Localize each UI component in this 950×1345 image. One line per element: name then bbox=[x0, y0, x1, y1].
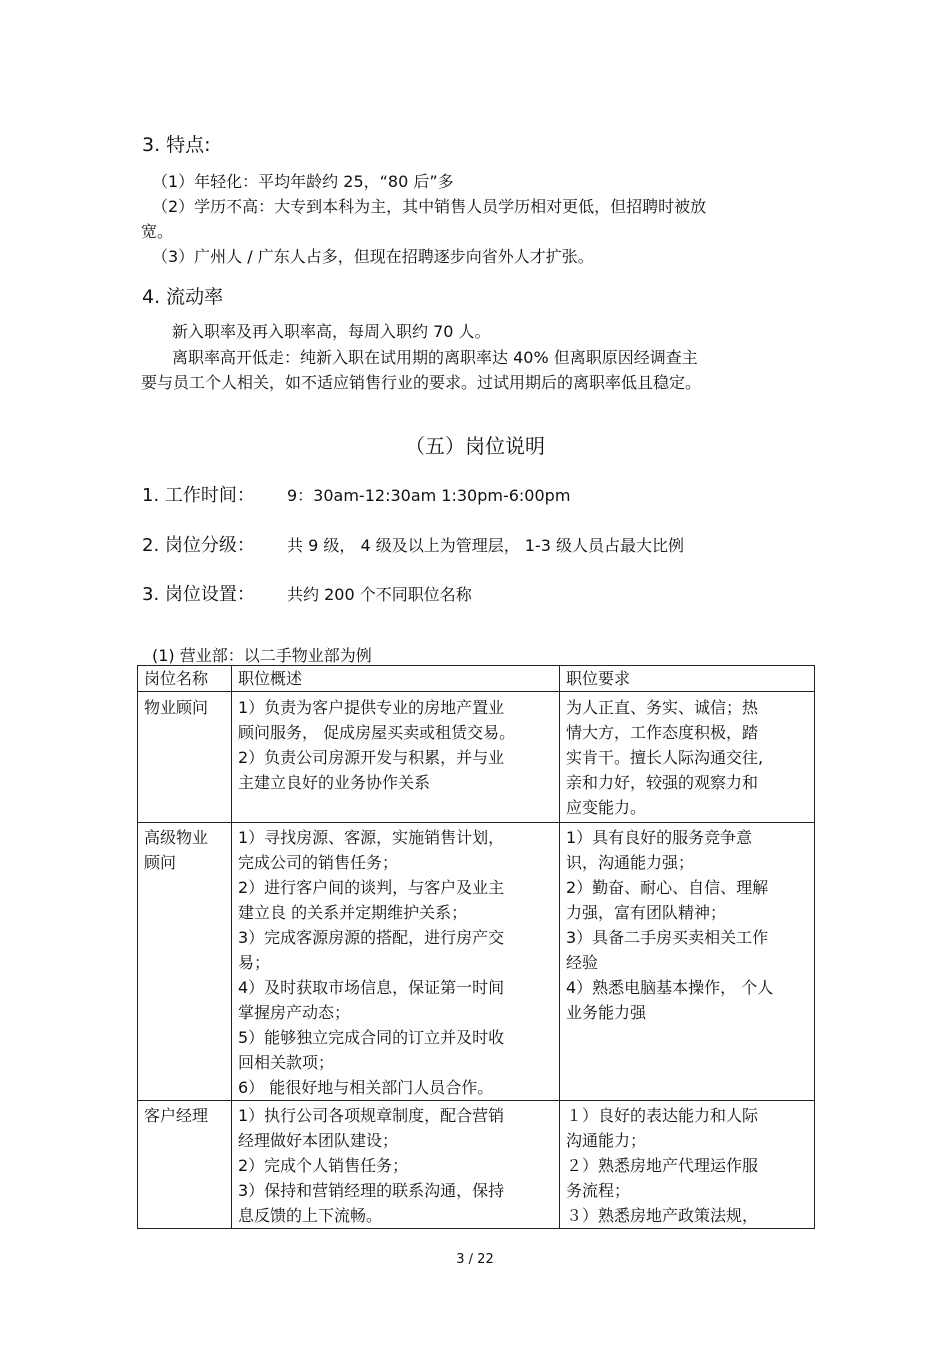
table-header-row bbox=[138, 666, 815, 692]
cell-requirements: １）良好的表达能力和人际 沟通能力； ２）熟悉房地产代理运作服 务流程； ３）熟悉房地产政策法规， bbox=[560, 1101, 815, 1229]
cell-overview: 1）寻找房源、客源，实施销售计划， 完成公司的销售任务； 2）进行客户间的谈判，与客户及业主 建立良 的关系并定期维护关系； 3）完成客源房源的搭配，进行房产交 易； 4）及时获取市场信息，保证第一时间 掌握房产动态； 5）能够独立完成合同的订立并及时收 回相关款项； 6） 能很好地与相关部门人员合作。 bbox=[232, 823, 560, 1101]
positions-table bbox=[137, 665, 815, 1229]
section-4-heading: 4. 流动率 bbox=[142, 286, 224, 308]
cell-requirements: 1）具有良好的服务竞争意 识，沟通能力强； 2）勤奋、耐心、自信、理解 力强，富有团队精神； 3）具备二手房买卖相关工作 经验 4）熟悉电脑基本操作， 个人 业务能力强 bbox=[560, 823, 815, 1101]
grade-label: 2. 岗位分级： bbox=[142, 535, 255, 556]
cell-position-name: 物业顾问 bbox=[138, 692, 232, 823]
cell-position-name: 客户经理 bbox=[138, 1101, 232, 1229]
section-4-line-1: 新入职率及再入职率高，每周入职约 70 人。 bbox=[172, 322, 491, 341]
table-caption: (1) 营业部：以二手物业部为例 bbox=[152, 646, 372, 665]
section-3-line-2: （2）学历不高：大专到本科为主，其中销售人员学历相对更低，但招聘时被放 bbox=[152, 197, 707, 216]
positions-value: 共约 200 个不同职位名称 bbox=[287, 585, 472, 604]
work-hours-value: 9：30am-12:30am 1:30pm-6:00pm bbox=[287, 486, 571, 505]
positions-label: 3. 岗位设置： bbox=[142, 584, 255, 605]
table-row bbox=[138, 1101, 815, 1229]
cell-requirements: 为人正直、务实、诚信；热 情大方，工作态度积极，踏 实肯干。擅长人际沟通交往, 亲和力好，较强的观察力和 应变能力。 bbox=[560, 692, 815, 823]
section-3-line-4: （3）广州人 / 广东人占多，但现在招聘逐步向省外人才扩张。 bbox=[152, 247, 594, 266]
header-position-name: 岗位名称 bbox=[138, 666, 232, 692]
section-3-heading: 3. 特点: bbox=[142, 134, 211, 156]
section-3-line-1: （1）年轻化：平均年龄约 25，“80 后”多 bbox=[152, 172, 454, 191]
header-requirements: 职位要求 bbox=[560, 666, 815, 692]
table-row bbox=[138, 692, 815, 823]
page-number: 3 / 22 bbox=[456, 1252, 494, 1267]
part-5-title: （五）岗位说明 bbox=[405, 434, 545, 458]
cell-position-name: 高级物业 顾问 bbox=[138, 823, 232, 1101]
header-overview: 职位概述 bbox=[232, 666, 560, 692]
table-row bbox=[138, 823, 815, 1101]
work-hours-label: 1. 工作时间： bbox=[142, 485, 255, 506]
section-4-line-3: 要与员工个人相关，如不适应销售行业的要求。过试用期后的离职率低且稳定。 bbox=[141, 373, 702, 392]
cell-overview: 1）负责为客户提供专业的房地产置业 顾问服务， 促成房屋买卖或租赁交易。 2）负责公司房源开发与积累，并与业 主建立良好的业务协作关系 bbox=[232, 692, 560, 823]
grade-value: 共 9 级， 4 级及以上为管理层， 1-3 级人员占最大比例 bbox=[287, 536, 685, 555]
section-4-line-2: 离职率高开低走：纯新入职在试用期的离职率达 40% 但离职原因经调查主 bbox=[172, 348, 698, 367]
cell-overview: 1）执行公司各项规章制度，配合营销 经理做好本团队建设； 2）完成个人销售任务； 3）保持和营销经理的联系沟通，保持 息反馈的上下流畅。 bbox=[232, 1101, 560, 1229]
section-3-line-3: 宽。 bbox=[141, 222, 174, 241]
